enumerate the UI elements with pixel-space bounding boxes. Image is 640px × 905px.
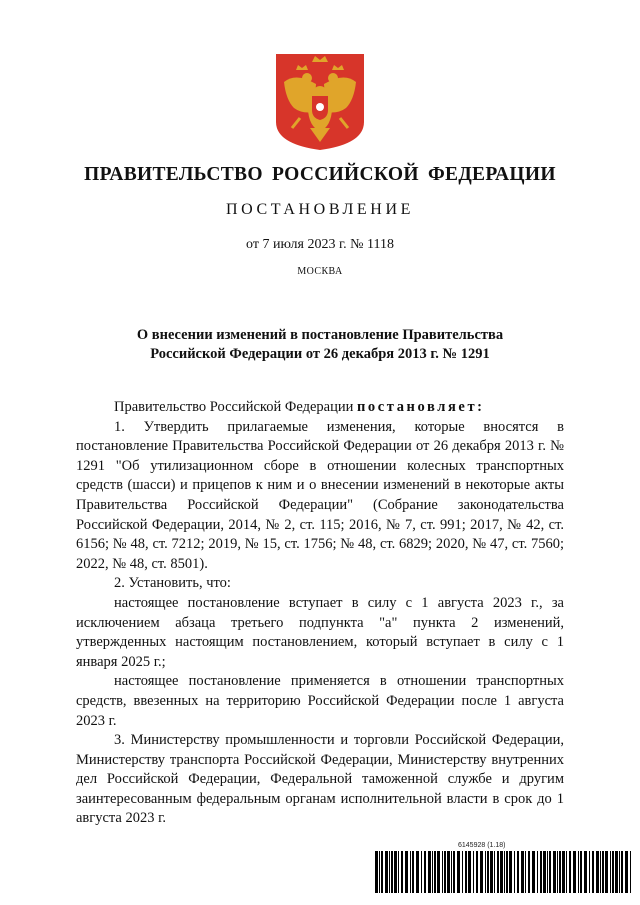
document-date-number: от 7 июля 2023 г. № 1118 bbox=[246, 237, 394, 252]
paragraph-1: 1. Утвердить прилагаемые изменения, которые вносятся в постановление Правительства Российской Федерации от 26 декабря 2013 г. № 1291 "Об утилизационном сборе в отношении колесных транспортных средств (шасси) и прицепов к ним и о внесении изменений в некоторые акты Правительства Российской Федерации" (Собрание законодательства Российской Федерации, 2014, № 2, ст. 115; 2016, № 7, ст. 991; 2017, № 42, ст. 6156; № 48, ст. 7212; 2019, № 15, ст. 1756; № 48, ст. 6829; 2020, № 47, ст. 7560; 2022, № 48, ст. 8501). bbox=[76, 418, 564, 572]
paragraph-2b: настоящее постановление применяется в отношении транспортных средств, ввезенных на территорию Российской Федерации после 1 августа 2023 г. bbox=[76, 673, 564, 729]
paragraph-3: 3. Министерству промышленности и торговли Российской Федерации, Министерству транспорта Российской Федерации, Министерству внутренних дел Российской Федерации, Федеральной таможенной службе и другим заинтересованным федеральным органам исполнительной власти в срок до 1 августа 2023 г. bbox=[76, 732, 564, 827]
subject-line-1: О внесении изменений в постановление Правительства bbox=[136, 327, 504, 343]
document-subject bbox=[0, 326, 640, 364]
document-type: ПОСТАНОВЛЕНИЕ bbox=[226, 201, 414, 218]
russian-coat-of-arms-icon bbox=[274, 52, 366, 152]
paragraph-2: 2. Установить, что: bbox=[114, 575, 231, 592]
intro-paragraph bbox=[76, 398, 564, 418]
intro-resolves: постановляет: bbox=[356, 399, 485, 415]
barcode-icon bbox=[375, 851, 633, 893]
intro-text: Правительство Российской Федерации bbox=[114, 399, 357, 415]
barcode-number: 6145928 (1.18) bbox=[458, 842, 506, 849]
subject-line-2: Российской Федерации от 26 декабря 2013 г. № 1291 bbox=[150, 346, 490, 362]
paragraph-2a: настоящее постановление вступает в силу с 1 августа 2023 г., за исключением абзаца третьего подпункта "а" пункта 2 изменений, утвержденных настоящим постановлением, который вступает в силу с 1 января 2025 г.; bbox=[76, 594, 564, 670]
document-city: МОСКВА bbox=[297, 266, 343, 277]
document-body bbox=[76, 398, 564, 829]
government-title: ПРАВИТЕЛЬСТВО РОССИЙСКОЙ ФЕДЕРАЦИИ bbox=[84, 164, 556, 185]
